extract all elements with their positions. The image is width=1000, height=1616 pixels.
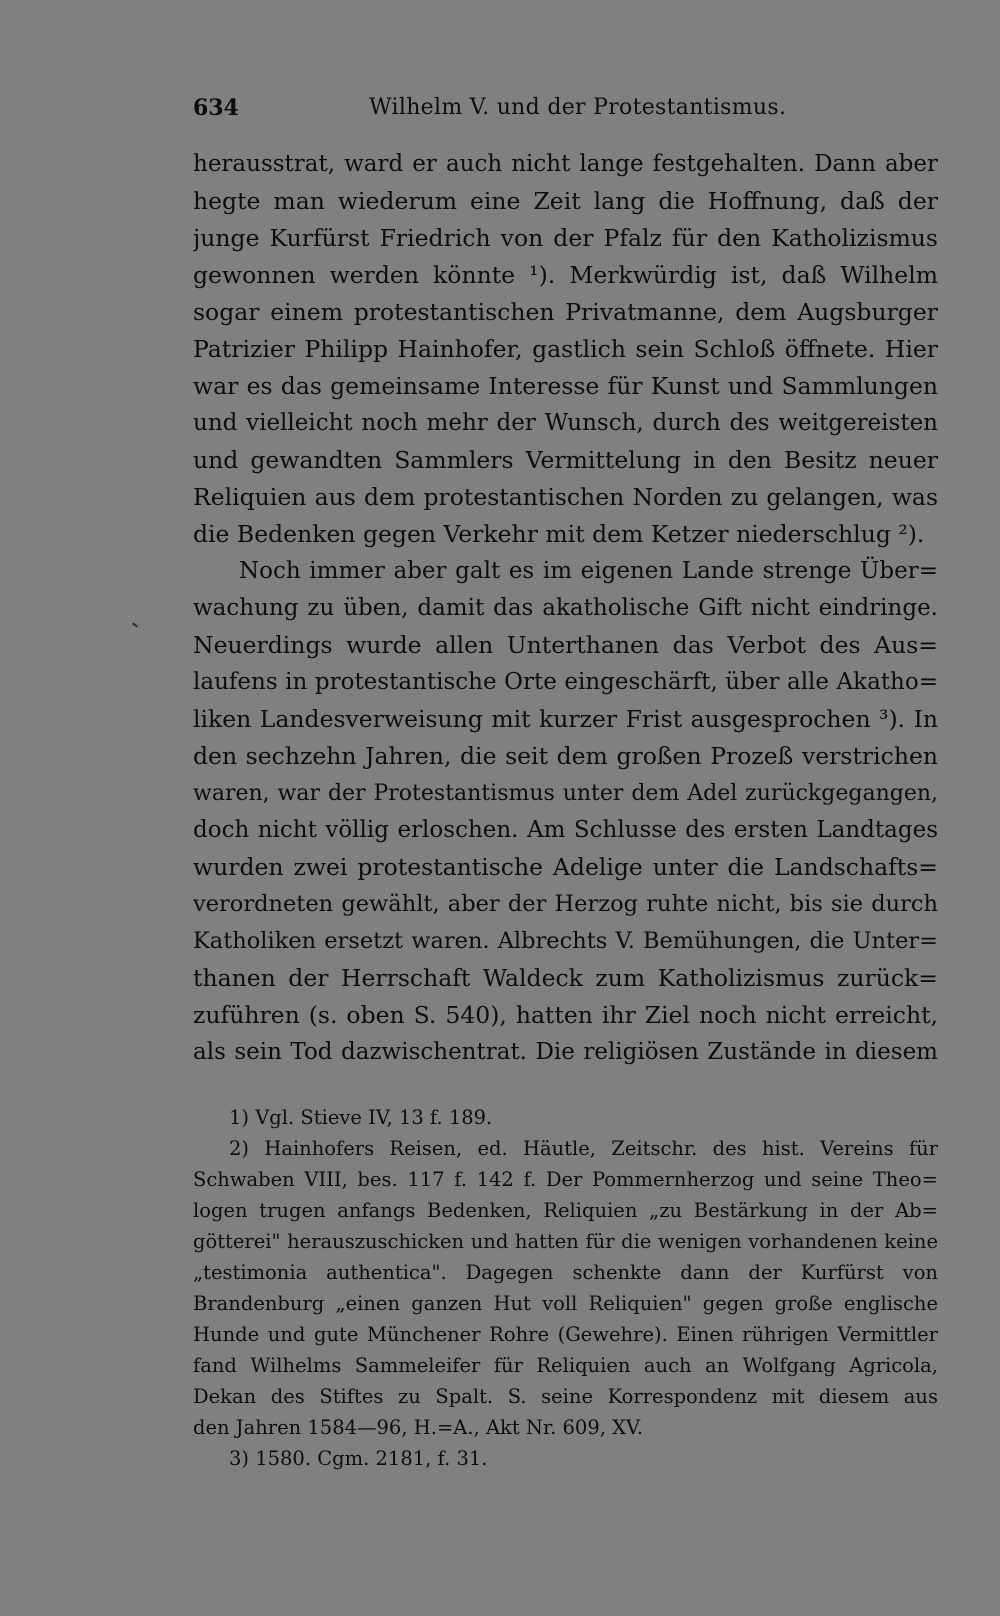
text-line: wachung zu üben, damit das akatholische Gift nicht eindringe. xyxy=(193,595,938,621)
main-text xyxy=(193,146,938,1071)
footnote-line: logen trugen anfangs Bedenken, Reliquien „zu Bestärkung in der Ab= xyxy=(193,1199,938,1222)
text-line: Reliquien aus dem protestantischen Norden zu gelangen, was xyxy=(193,483,938,511)
text-line: liken Landesverweisung mit kurzer Frist ausgesprochen ³). In xyxy=(193,705,938,733)
text-line: den sechzehn Jahren, die seit dem großen Prozeß verstrichen xyxy=(193,742,938,770)
text-line: junge Kurfürst Friedrich von der Pfalz für den Katholizismus xyxy=(193,224,938,252)
running-title: Wilhelm V. und der Protestantismus. xyxy=(369,95,787,120)
text-line: laufens in protestantische Orte eingeschärft, über alle Akatho= xyxy=(193,669,938,695)
text-line: sogar einem protestantischen Privatmanne, dem Augsburger xyxy=(193,298,938,326)
footnote-line: Schwaben VIII, bes. 117 f. 142 f. Der Pommernherzog und seine Theo= xyxy=(193,1168,938,1191)
text-line: herausstrat, ward er auch nicht lange festgehalten. Dann aber xyxy=(193,151,938,177)
text-line: Noch immer aber galt es im eigenen Lande strenge Über= xyxy=(239,558,938,584)
text-line: thanen der Herrschaft Waldeck zum Katholizismus zurück= xyxy=(193,964,938,992)
text-line: war es das gemeinsame Interesse für Kunst und Sammlungen xyxy=(193,372,938,400)
text-line: die Bedenken gegen Verkehr mit dem Ketzer niederschlug ²). xyxy=(193,520,925,548)
text-line: Neuerdings wurde allen Unterthanen das Verbot des Aus= xyxy=(193,631,938,659)
footnote-line: götterei" herauszuschicken und hatten für die wenigen vorhandenen keine xyxy=(193,1230,938,1253)
footnotes xyxy=(193,1102,938,1474)
text-line: gewonnen werden könnte ¹). Merkwürdig ist, daß Wilhelm xyxy=(193,261,938,289)
text-line: hegte man wiederum eine Zeit lang die Hoffnung, daß der xyxy=(193,187,938,215)
footnote-line: fand Wilhelms Sammeleifer für Reliquien auch an Wolfgang Agricola, xyxy=(193,1354,938,1377)
scan-speck xyxy=(132,622,138,627)
text-line: und gewandten Sammlers Vermittelung in den Besitz neuer xyxy=(193,446,938,474)
text-line: wurden zwei protestantische Adelige unter die Landschafts= xyxy=(193,853,938,881)
footnote-line: 2) Hainhofers Reisen, ed. Häutle, Zeitschr. des hist. Vereins für xyxy=(229,1137,938,1160)
footnote-line: Dekan des Stiftes zu Spalt. S. seine Korrespondenz mit diesem aus xyxy=(193,1385,938,1408)
footnote-line: Hunde und gute Münchener Rohre (Gewehre). Einen rührigen Vermittler xyxy=(193,1323,938,1346)
footnote-line: den Jahren 1584—96, H.=A., Akt Nr. 609, XV. xyxy=(193,1416,643,1439)
page-header xyxy=(193,88,938,128)
footnote-line: 3) 1580. Cgm. 2181, f. 31. xyxy=(229,1447,488,1470)
text-line: Katholiken ersetzt waren. Albrechts V. Bemühungen, die Unter= xyxy=(193,928,938,954)
footnote-line: 1) Vgl. Stieve IV, 13 f. 189. xyxy=(229,1106,493,1129)
text-line: und vielleicht noch mehr der Wunsch, durch des weitgereisten xyxy=(193,410,938,436)
text-line: zuführen (s. oben S. 540), hatten ihr Ziel noch nicht erreicht, xyxy=(193,1001,938,1029)
text-line: verordneten gewählt, aber der Herzog ruhte nicht, bis sie durch xyxy=(193,891,938,917)
footnote-line: „testimonia authentica". Dagegen schenkte dann der Kurfürst von xyxy=(193,1261,938,1284)
text-line: doch nicht völlig erloschen. Am Schlusse des ersten Landtages xyxy=(193,817,938,843)
text-line: Patrizier Philipp Hainhofer, gastlich sein Schloß öffnete. Hier xyxy=(193,335,938,363)
text-line: waren, war der Protestantismus unter dem Adel zurückgegangen, xyxy=(193,781,938,806)
footnote-line: Brandenburg „einen ganzen Hut voll Reliquien" gegen große englische xyxy=(193,1292,938,1315)
page-number: 634 xyxy=(193,95,239,121)
text-line: als sein Tod dazwischentrat. Die religiösen Zustände in diesem xyxy=(193,1039,938,1065)
